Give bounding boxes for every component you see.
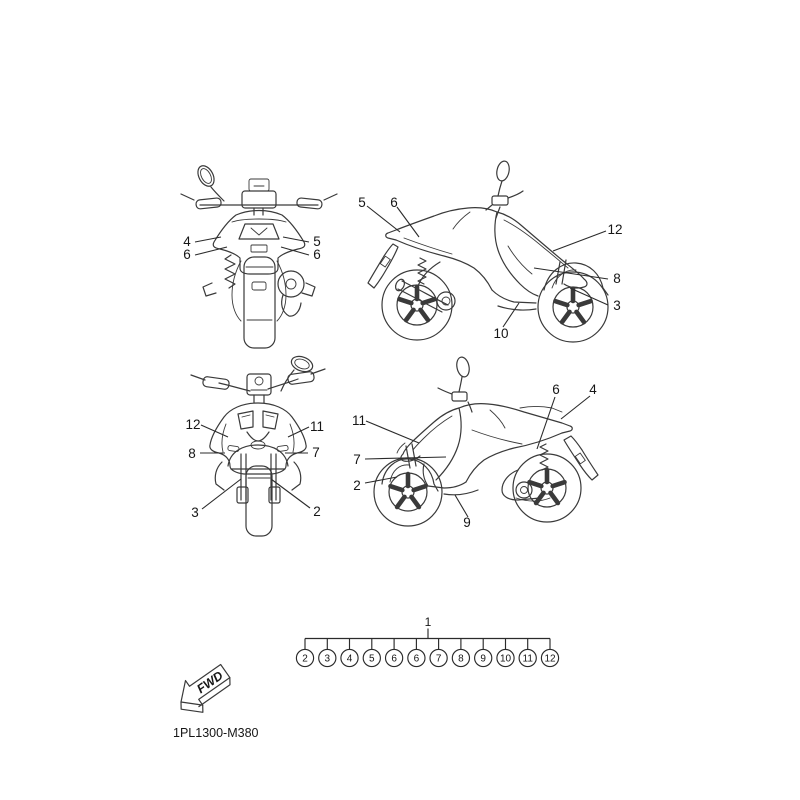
mirror-icon xyxy=(455,356,471,378)
callout-label: 10 xyxy=(493,326,509,341)
callout-label: 2 xyxy=(313,504,321,519)
fwd-arrow-icon xyxy=(169,659,237,722)
legend-item-label: 12 xyxy=(544,653,556,665)
part-code: 1PL1300-M380 xyxy=(173,726,259,740)
callout-label: 7 xyxy=(353,452,361,467)
legend-item-label: 7 xyxy=(435,653,442,665)
legend-item-label: 11 xyxy=(522,653,533,665)
callout-label: 3 xyxy=(613,298,621,313)
legend-bracket xyxy=(296,615,558,667)
callout-label: 11 xyxy=(309,419,325,434)
callout-label: 12 xyxy=(185,417,201,432)
callout-label: 2 xyxy=(353,478,361,493)
left-side-view-art xyxy=(374,356,598,526)
legend-item-label: 9 xyxy=(480,653,486,665)
callout-label: 7 xyxy=(312,445,320,460)
callout-label: 8 xyxy=(613,271,621,286)
legend-item-label: 5 xyxy=(369,653,375,665)
legend-item-label: 8 xyxy=(458,653,464,665)
legend-item-label: 6 xyxy=(391,653,397,665)
callout-label: 4 xyxy=(589,382,597,397)
mirror-icon xyxy=(495,160,511,182)
callout-label: 6 xyxy=(552,382,560,397)
callout-label: 4 xyxy=(183,234,191,249)
callout-label: 6 xyxy=(390,195,398,210)
callout-label: 6 xyxy=(313,247,321,262)
callout-label: 11 xyxy=(351,413,367,428)
legend-group-label: 1 xyxy=(424,615,432,629)
legend-item-label: 4 xyxy=(346,653,353,665)
callout-label: 8 xyxy=(188,446,196,461)
callout-label: 9 xyxy=(463,515,471,530)
callout-label: 6 xyxy=(183,247,191,262)
fwd-label: FWD xyxy=(194,668,226,697)
legend-item-label: 2 xyxy=(302,653,308,665)
callout-label: 5 xyxy=(358,195,366,210)
mirror-icon xyxy=(195,163,218,189)
callout-labels xyxy=(183,195,622,530)
legend-item-label: 10 xyxy=(499,653,512,665)
legend-item-label: 6 xyxy=(413,653,420,665)
front-view-art xyxy=(191,354,325,536)
callout-label: 5 xyxy=(313,234,321,249)
legend-item-label: 3 xyxy=(324,653,331,665)
callout-label: 3 xyxy=(191,505,199,520)
right-side-view-art xyxy=(368,160,608,342)
callout-label: 12 xyxy=(607,222,623,237)
